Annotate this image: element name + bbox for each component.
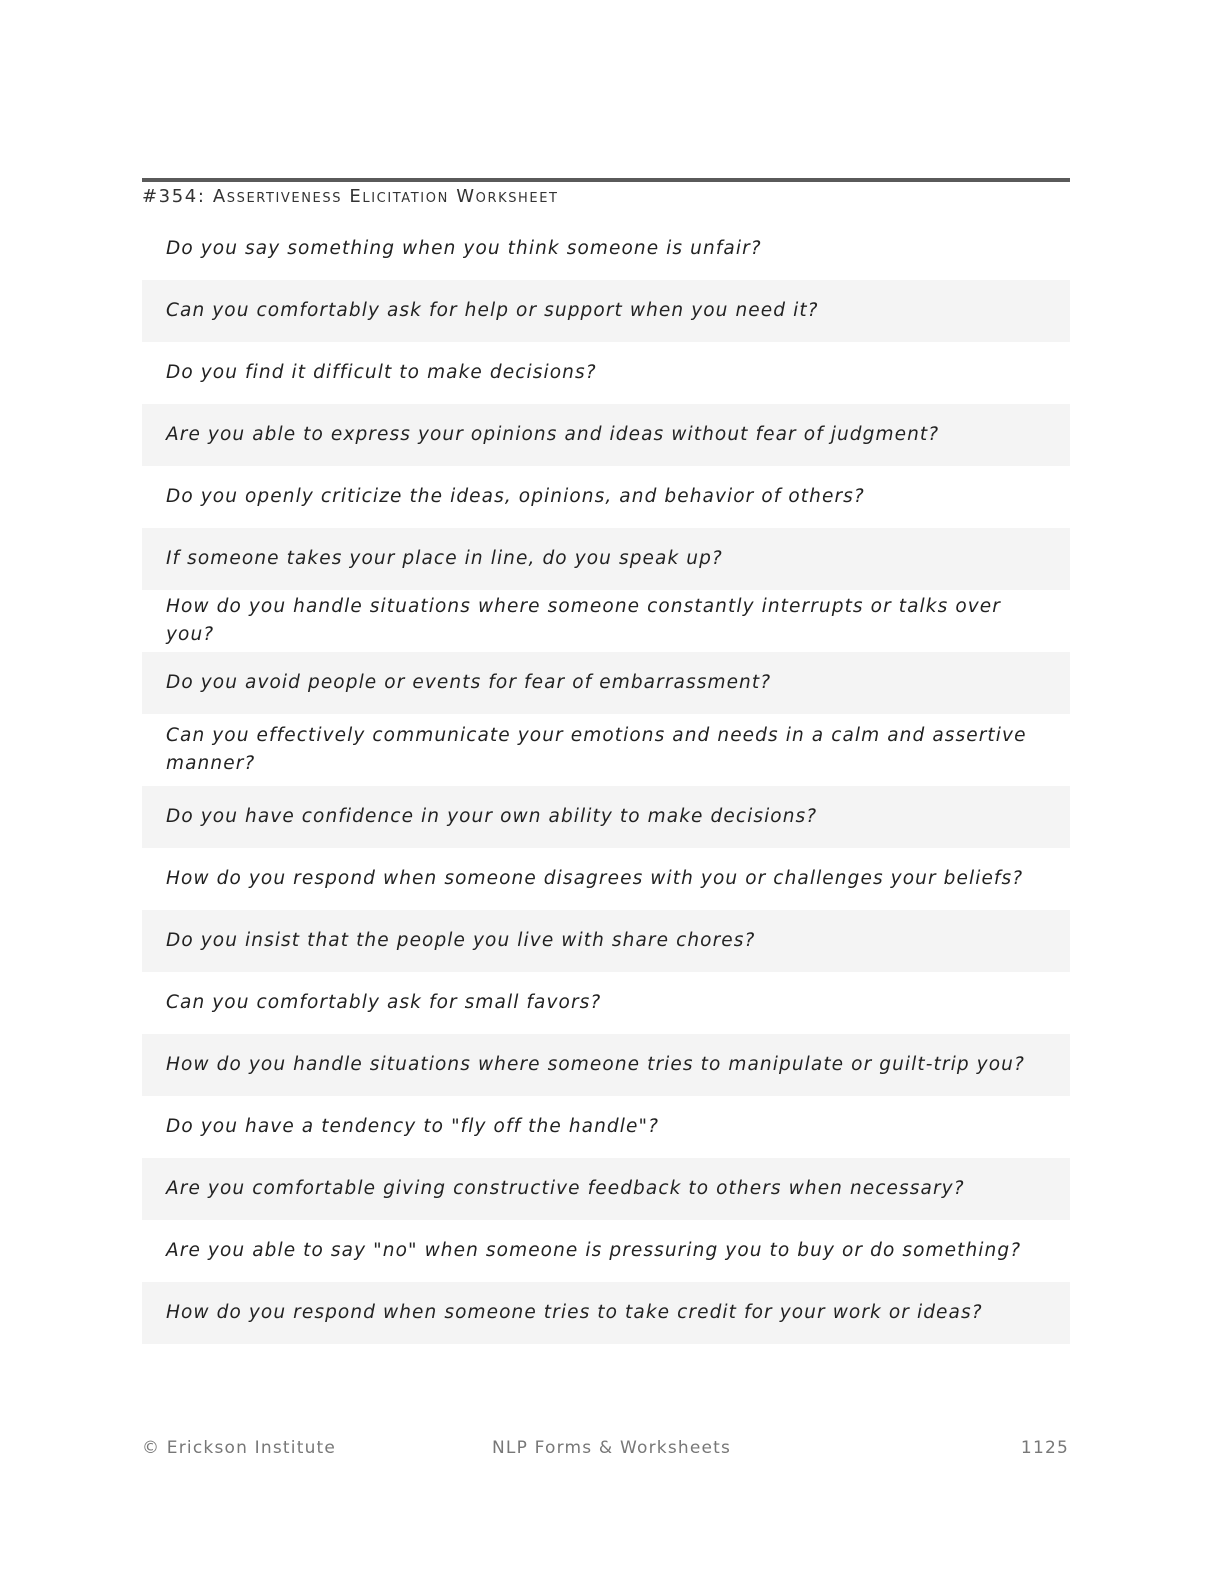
footer-page-number: 1125 bbox=[1020, 1438, 1069, 1458]
question-row: Are you able to say "no" when someone is pressuring you to buy or do something? bbox=[166, 1240, 1022, 1261]
question-row: Do you have a tendency to "fly off the handle"? bbox=[166, 1116, 660, 1137]
question-row: Do you have confidence in your own ability to make decisions? bbox=[142, 786, 1070, 848]
header-rule bbox=[142, 178, 1070, 182]
question-row: How do you handle situations where someone constantly interrupts or talks over you? bbox=[166, 596, 1001, 645]
question-row: How do you handle situations where someone tries to manipulate or guilt-trip you? bbox=[142, 1034, 1070, 1096]
question-row: Are you comfortable giving constructive feedback to others when necessary? bbox=[142, 1158, 1070, 1220]
footer-copyright: © Erickson Institute bbox=[142, 1438, 337, 1458]
question-row: Do you avoid people or events for fear of embarrassment? bbox=[142, 652, 1070, 714]
question-row: Do you openly criticize the ideas, opinions, and behavior of others? bbox=[166, 486, 865, 507]
question-row: Can you comfortably ask for help or support when you need it? bbox=[142, 280, 1070, 342]
question-row: Do you insist that the people you live with share chores? bbox=[142, 910, 1070, 972]
footer-book-title: NLP Forms & Worksheets bbox=[492, 1438, 732, 1458]
question-row: Can you effectively communicate your emotions and needs in a calm and assertive manner? bbox=[166, 725, 1027, 774]
question-row: Do you find it difficult to make decisions? bbox=[166, 362, 597, 383]
question-row: Do you say something when you think someone is unfair? bbox=[166, 238, 762, 259]
question-row: How do you respond when someone tries to take credit for your work or ideas? bbox=[142, 1282, 1070, 1344]
question-row: How do you respond when someone disagrees with you or challenges your beliefs? bbox=[166, 868, 1024, 889]
page-title: #354: Assertiveness Elicitation Worksheet bbox=[142, 186, 559, 207]
question-row: Are you able to express your opinions and ideas without fear of judgment? bbox=[142, 404, 1070, 466]
question-row: Can you comfortably ask for small favors? bbox=[166, 992, 602, 1013]
question-list bbox=[142, 218, 1070, 1344]
question-row: If someone takes your place in line, do you speak up? bbox=[142, 528, 1070, 590]
